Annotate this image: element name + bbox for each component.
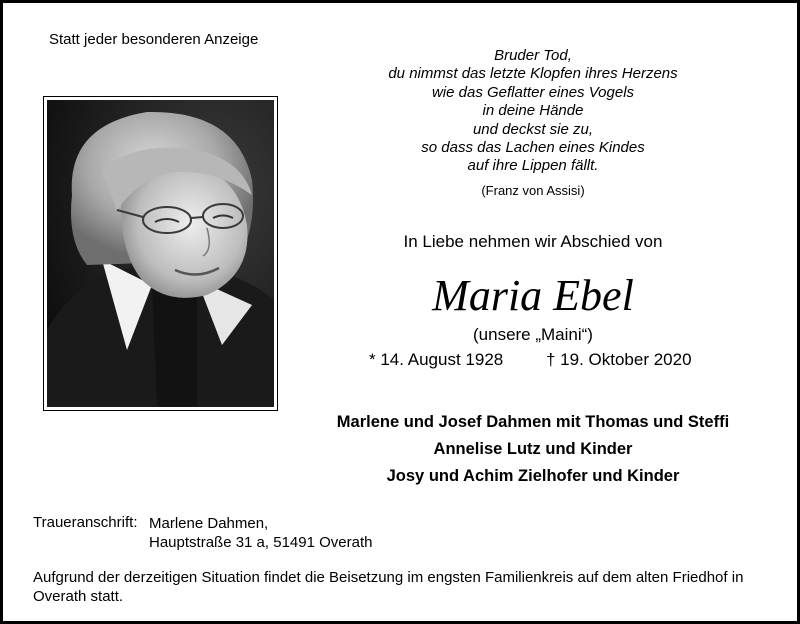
- poem-line: wie das Geflatter eines Vogels: [431, 83, 635, 101]
- mourner-line: Marlene und Josef Dahmen mit Thomas und Steffi: [336, 413, 730, 431]
- address-street: Hauptstraße 31 a, 51491 Overath: [149, 534, 373, 551]
- mourner-line: Josy und Achim Zielhofer und Kinder: [386, 467, 680, 485]
- death-date: † 19. Oktober 2020: [546, 350, 692, 369]
- poem-line: so dass das Lachen eines Kindes: [421, 139, 645, 157]
- deceased-name: Maria Ebel: [432, 271, 634, 320]
- portrait-photo: [47, 100, 274, 407]
- poem-line: in deine Hände: [482, 102, 584, 120]
- poem-line: auf ihre Lippen fällt.: [467, 157, 599, 175]
- mourners-list: [303, 409, 763, 490]
- farewell-text: In Liebe nehmen wir Abschied von: [403, 232, 663, 251]
- poem-line: Bruder Tod,: [494, 47, 572, 64]
- address-block: [149, 514, 372, 552]
- address-name: Marlene Dahmen,: [149, 515, 269, 532]
- address-label: Traueranschrift:: [33, 514, 138, 531]
- poem-author: (Franz von Assisi): [481, 182, 585, 198]
- mourner-line: Annelise Lutz und Kinder: [433, 440, 633, 458]
- poem: [333, 47, 733, 200]
- poem-line: und deckst sie zu,: [472, 120, 594, 138]
- header-note: Statt jeder besonderen Anzeige: [49, 31, 259, 48]
- poem-line: du nimmst das letzte Klopfen ihres Herzens: [388, 65, 678, 83]
- birth-date: * 14. August 1928: [369, 350, 504, 369]
- portrait-photo-frame: [43, 96, 278, 411]
- funeral-notice: Aufgrund der derzeitigen Situation findet die Beisetzung im engsten Familienkreis auf dem alten Friedhof in Overath statt.: [33, 569, 744, 605]
- deceased-nickname: (unsere „Maini“): [473, 325, 593, 344]
